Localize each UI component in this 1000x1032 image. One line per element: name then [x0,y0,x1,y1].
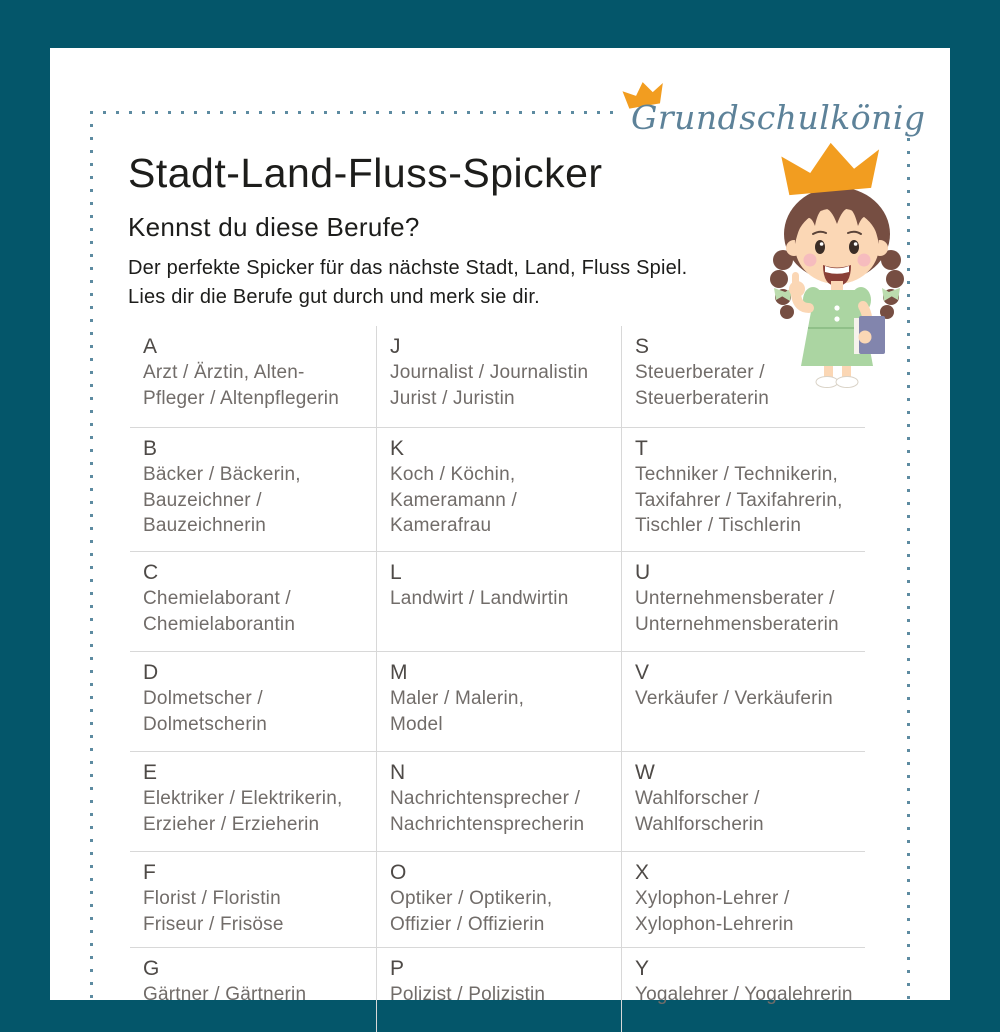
cell-text-line: Unternehmensberaterin [635,613,839,635]
table-cell-p [377,948,622,1032]
cell-letter: D [143,661,159,684]
cell-letter: P [390,957,405,980]
cell-text-line: Arzt / Ärztin, Alten- [143,362,305,383]
cell-letter: T [635,437,649,460]
cell-text-line: Elektriker / Elektrikerin, [143,788,343,809]
cell-text-line: Erzieher / Erzieherin [143,813,320,835]
table-cell-o [377,852,622,947]
cell-letter: C [143,561,159,584]
cell-text-line: Koch / Köchin, [390,464,516,485]
cell-letter: V [635,661,650,684]
cell-letter: A [143,335,158,358]
page-subtitle: Kennst du diese Berufe? [128,212,420,242]
page-title: Stadt-Land-Fluss-Spicker [128,150,603,196]
cell-text-line: Pfleger / Altenpflegerin [143,387,339,409]
cell-letter: Y [635,957,650,980]
table-cell-a [130,326,377,427]
cell-text-line: Steuerberaterin [635,387,769,409]
table-row [130,428,865,552]
cell-text-line: Florist / Floristin [143,888,281,909]
dotted-border-top [90,111,617,114]
table-row [130,552,865,652]
table-cell-d [130,652,377,751]
cell-text-line: Taxifahrer / Taxifahrerin, [635,489,843,511]
table-cell-s [622,326,865,427]
cell-text-line: Maler / Malerin, [390,688,525,709]
cell-text-line: Chemielaborantin [143,613,296,635]
table-cell-l [377,552,622,651]
table-cell-k [377,428,622,551]
cell-text-line: Tischler / Tischlerin [635,515,802,536]
cell-letter: O [390,861,407,884]
logo-text: Grundschulkönig [631,98,926,137]
table-cell-u [622,552,865,651]
table-row [130,326,865,428]
cell-text-line: Techniker / Technikerin, [635,464,838,485]
cell-text-line: Kameramann / [390,489,518,511]
cell-text-line: Chemielaborant / [143,588,291,609]
description-line: Der perfekte Spicker für das nächste Stadt, Land, Fluss Spiel. [128,257,688,279]
cell-letter: M [390,661,408,684]
cell-text-line: Dolmetscherin [143,713,268,735]
table-cell-x [622,852,865,947]
cell-text-line: Bauzeichnerin [143,515,267,536]
cell-text-line: Bauzeichner / [143,489,262,511]
table-cell-t [622,428,865,551]
cell-letter: S [635,335,650,358]
table-cell-g [130,948,377,1032]
table-cell-e [130,752,377,851]
cell-text-line: Landwirt / Landwirtin [390,588,569,609]
cell-letter: F [143,861,157,884]
cell-text-line: Friseur / Frisöse [143,913,284,935]
cell-text-line: Kamerafrau [390,515,492,536]
table-cell-b [130,428,377,551]
cell-text-line: Offizier / Offizierin [390,913,545,935]
cell-text-line: Nachrichtensprecherin [390,813,585,835]
table-cell-f [130,852,377,947]
cell-letter: X [635,861,650,884]
cell-text-line: Xylophon-Lehrer / [635,888,790,909]
cell-letter: G [143,957,160,980]
table-cell-c [130,552,377,651]
dotted-border-left [90,111,93,1000]
cell-text-line: Polizist / Polizistin [390,984,546,1005]
cell-text-line: Unternehmensberater / [635,588,835,609]
cell-text-line: Yogalehrer / Yogalehrerin [635,984,853,1005]
berufe-table [130,326,865,1032]
cell-text-line: Journalist / Journalistin [390,362,589,383]
cell-text-line: Gärtner / Gärtnerin [143,984,307,1005]
cell-letter: B [143,437,158,460]
description-line: Lies dir die Berufe gut durch und merk sie dir. [128,286,540,308]
table-cell-w [622,752,865,851]
cell-text-line: Xylophon-Lehrerin [635,913,794,935]
table-cell-m [377,652,622,751]
cell-letter: E [143,761,158,784]
cell-text-line: Steuerberater / [635,362,765,383]
cell-letter: W [635,761,656,784]
cell-text-line: Bäcker / Bäckerin, [143,464,301,485]
cell-text-line: Wahlforscher / [635,788,760,809]
cell-letter: K [390,437,405,460]
table-row [130,752,865,852]
cell-text-line: Optiker / Optikerin, [390,888,553,909]
cell-letter: U [635,561,651,584]
table-row [130,948,865,1032]
page-description [128,254,687,312]
cell-text-line: Jurist / Juristin [390,387,515,409]
table-cell-y [622,948,865,1032]
table-cell-v [622,652,865,751]
cell-text-line: Dolmetscher / [143,688,263,709]
table-row [130,852,865,948]
cell-letter: L [390,561,403,584]
cell-text-line: Model [390,713,443,735]
cell-letter: N [390,761,406,784]
cell-text-line: Verkäufer / Verkäuferin [635,688,833,709]
cell-letter: J [390,335,401,358]
cell-text-line: Nachrichtensprecher / [390,788,581,809]
table-row [130,652,865,752]
table-cell-j [377,326,622,427]
cell-text-line: Wahlforscherin [635,813,764,835]
table-cell-n [377,752,622,851]
